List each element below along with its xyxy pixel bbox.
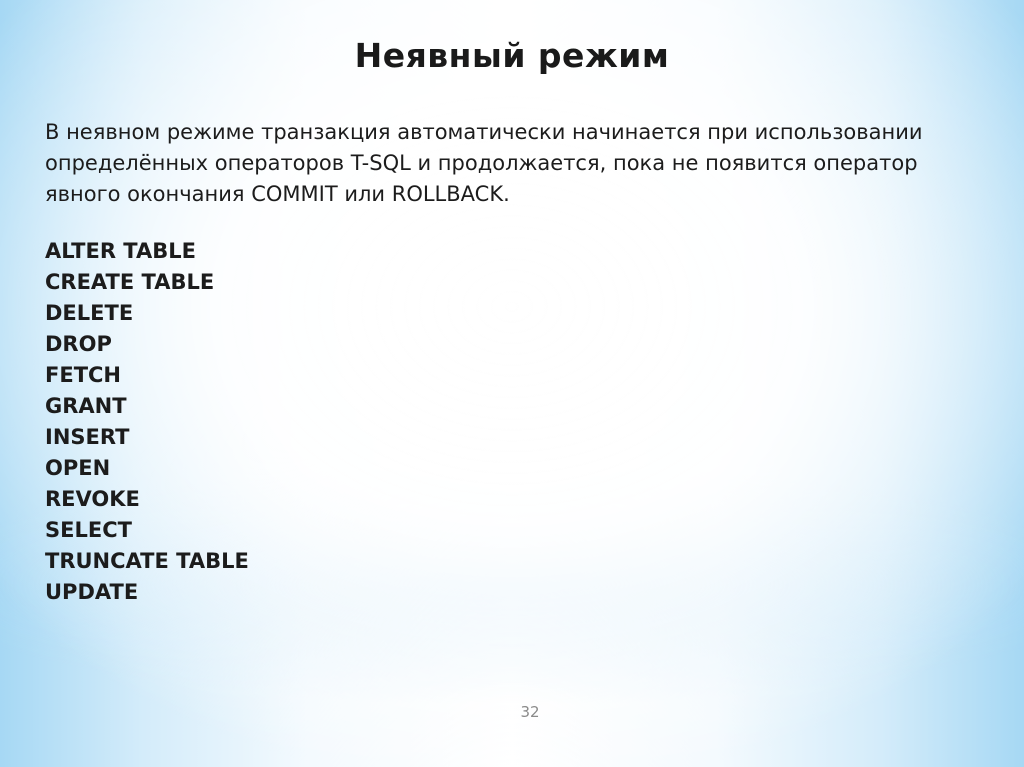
operator-item: GRANT xyxy=(45,394,127,418)
operator-item: SELECT xyxy=(45,518,132,542)
intro-paragraph: В неявном режиме транзакция автоматически начинается при использовании определённых операторов T-SQL и продолжается, пока не появится оператор явного окончания COMMIT или ROLLBACK. xyxy=(45,120,923,206)
operator-item: DROP xyxy=(45,332,112,356)
operator-item: CREATE TABLE xyxy=(45,270,215,294)
operator-item: INSERT xyxy=(45,425,130,449)
operator-list xyxy=(45,236,249,608)
page-number: 32 xyxy=(520,703,540,721)
operator-item: REVOKE xyxy=(45,487,140,511)
operator-item: TRUNCATE TABLE xyxy=(45,549,249,573)
slide-title: Неявный режим xyxy=(354,36,670,75)
operator-item: OPEN xyxy=(45,456,111,480)
operator-item: UPDATE xyxy=(45,580,139,604)
operator-item: FETCH xyxy=(45,363,122,387)
operator-item: DELETE xyxy=(45,301,134,325)
operator-item: ALTER TABLE xyxy=(45,239,196,263)
